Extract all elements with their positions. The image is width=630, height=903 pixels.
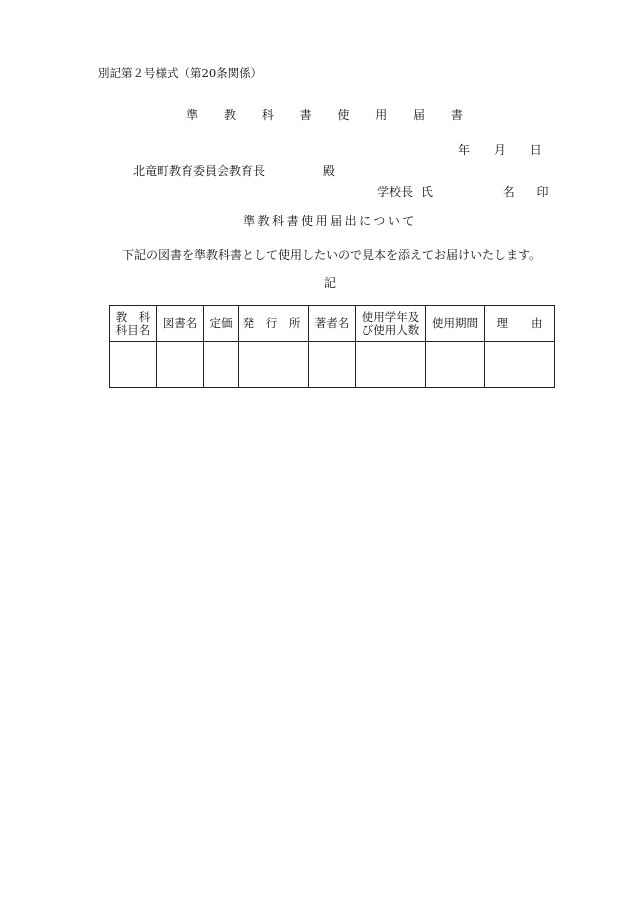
header-cell-publisher <box>239 306 309 342</box>
ki-heading: 記 <box>323 276 336 290</box>
table-cell-reason[interactable] <box>485 342 555 388</box>
sender-label-mei: 名 <box>502 185 515 199</box>
header-cell-reason <box>485 306 555 342</box>
date-year-label: 年 <box>458 143 471 157</box>
form-table <box>109 305 555 388</box>
seal-label: 印 <box>536 185 549 199</box>
table-cell-price[interactable] <box>204 342 239 388</box>
table-row <box>110 342 555 388</box>
date-day-label: 日 <box>529 143 542 157</box>
date-month-label: 月 <box>493 143 506 157</box>
header-cell-author <box>309 306 356 342</box>
header-publisher-label: 発 行 所 <box>242 316 305 330</box>
header-cell-price <box>204 306 239 342</box>
header-grade-users-line1: 使用学年及 <box>361 309 420 324</box>
table-cell-book-title[interactable] <box>157 342 204 388</box>
table-cell-grade-users[interactable] <box>356 342 426 388</box>
subject-line: 準教科書使用届出について <box>243 214 417 228</box>
header-cell-subject <box>110 306 157 342</box>
header-cell-grade-users <box>356 306 426 342</box>
addressee-honorific: 殿 <box>322 164 335 178</box>
sender-role: 学校長 <box>377 185 414 199</box>
body-text: 下記の図書を準教科書として使用したいので見本を添えてお届けいたします。 <box>122 248 542 262</box>
addressee-name: 北竜町教育委員会教育長 <box>133 164 266 178</box>
header-grade-users-line2: び使用人数 <box>361 322 420 337</box>
header-cell-period <box>426 306 485 342</box>
table-cell-subject[interactable] <box>110 342 157 388</box>
document-title: 準 教 科 書 使 用 届 書 <box>186 108 474 122</box>
header-book-title-label: 図書名 <box>162 316 198 330</box>
header-cell-book-title <box>157 306 204 342</box>
table-cell-author[interactable] <box>309 342 356 388</box>
sender-line <box>377 185 549 199</box>
table-header-row <box>110 306 555 342</box>
header-period-label: 使用期間 <box>432 316 478 330</box>
header-price-label: 定価 <box>209 316 233 330</box>
form-number: 別記第２号様式（第20条関係） <box>98 66 263 80</box>
header-subject-line1: 教 科 <box>115 309 151 324</box>
addressee-line <box>133 164 335 178</box>
date-line <box>458 143 542 157</box>
header-subject-line2: 科目名 <box>115 322 151 337</box>
header-reason-label: 理 由 <box>496 316 543 330</box>
table-cell-publisher[interactable] <box>239 342 309 388</box>
table-cell-period[interactable] <box>426 342 485 388</box>
sender-label-shi: 氏 <box>420 185 433 199</box>
header-author-label: 著者名 <box>314 316 350 330</box>
